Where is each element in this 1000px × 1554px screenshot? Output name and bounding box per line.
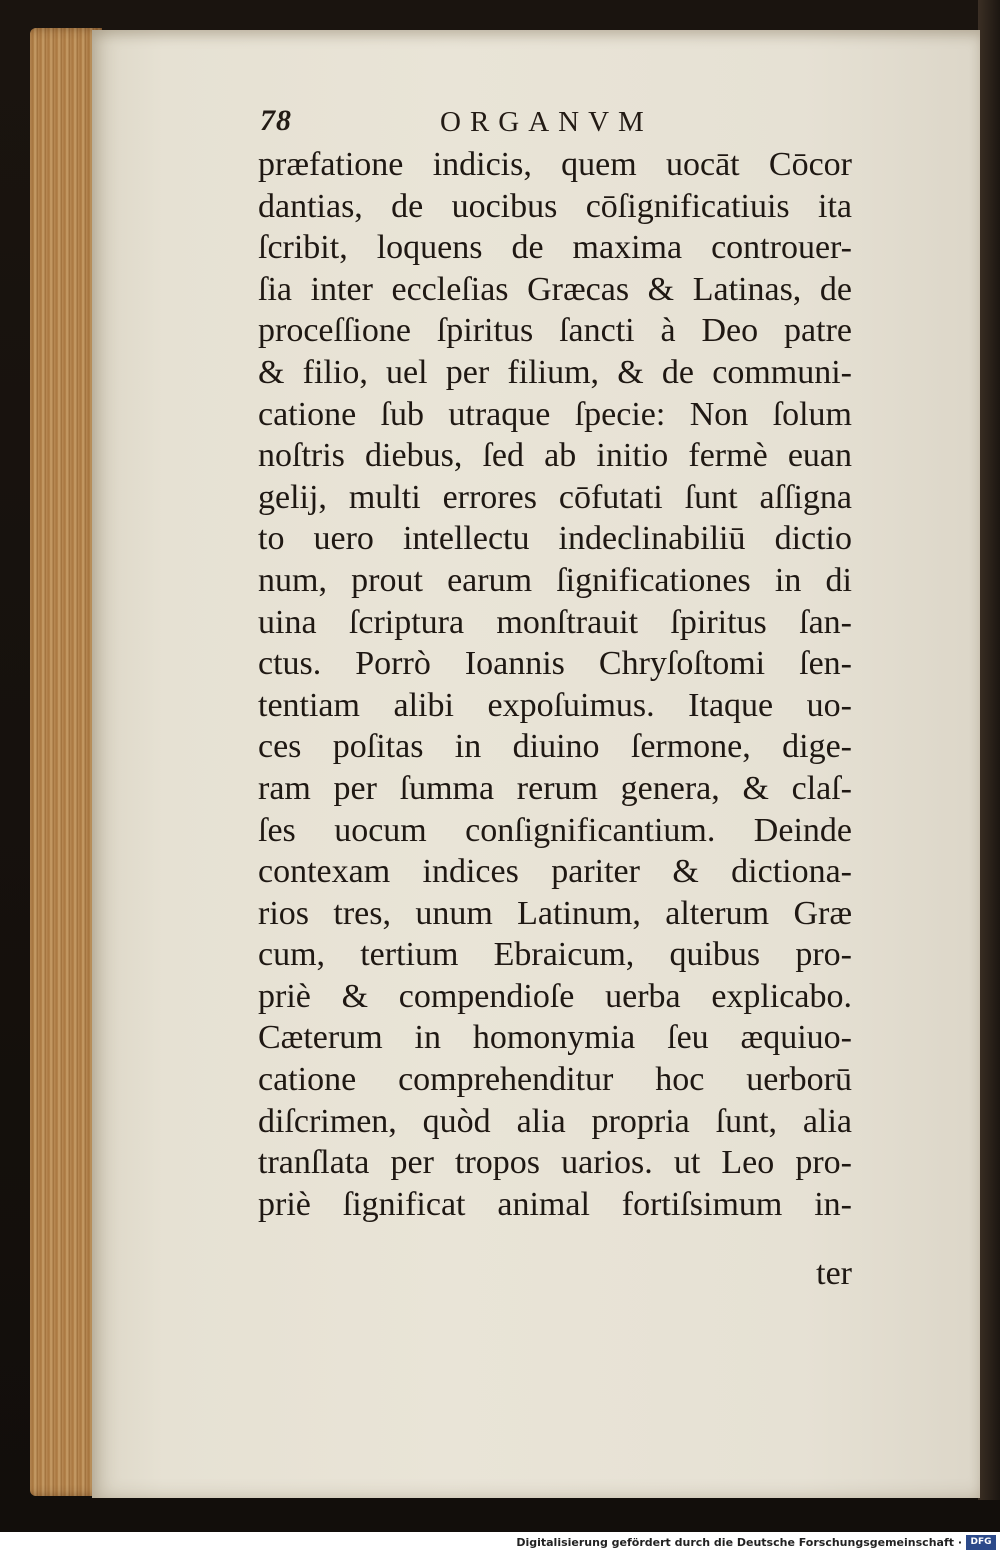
body-text — [258, 144, 852, 1225]
page-header — [260, 104, 850, 140]
text-line: dantias, de uocibus cōſignificatiuis ita — [258, 187, 852, 225]
page-number: 78 — [260, 104, 292, 137]
text-line: priè & compendioſe uerba explicabo. — [258, 977, 852, 1015]
running-title: ORGANVM — [440, 106, 653, 138]
text-line: uina ſcriptura monſtrauit ſpiritus ſan- — [258, 603, 852, 641]
text-line: & filio, uel per filium, & de communi- — [258, 353, 852, 391]
text-line: priè ſignificat animal fortiſsimum in- — [258, 1185, 852, 1223]
text-line: ces poſitas in diuino ſermone, dige- — [258, 728, 852, 766]
text-line: num, prout earum ſignificationes in di — [258, 561, 852, 599]
text-line: rios tres, unum Latinum, alterum Græ — [258, 894, 852, 932]
text-line: tentiam alibi expoſuimus. Itaque uo- — [258, 686, 852, 724]
text-line: to uero intellectu indeclinabiliū dictio — [258, 520, 852, 558]
text-line: ſes uocum conſignificantium. Deinde — [258, 811, 852, 849]
text-line: noſtris diebus, ſed ab initio fermè euan — [258, 437, 852, 475]
text-line: proceſſione ſpiritus ſancti à Deo patre — [258, 312, 852, 350]
text-line: ſia inter eccleſias Græcas & Latinas, de — [258, 270, 852, 308]
text-line: præfatione indicis, quem uocāt Cōcor — [258, 146, 852, 183]
text-line: gelij, multi errores cōfutati ſunt aſſigna — [258, 478, 852, 516]
text-line: contexam indices pariter & dictiona- — [258, 853, 852, 891]
catchword: ter — [816, 1255, 852, 1292]
text-line: catione comprehenditur hoc uerborū — [258, 1061, 852, 1099]
text-line: catione ſub utraque ſpecie: Non ſolum — [258, 395, 852, 433]
dfg-logo: DFG — [966, 1535, 996, 1550]
footer-credit: Digitalisierung gefördert durch die Deutsche Forschungsgemeinschaft · — [516, 1536, 962, 1549]
text-line: Cæterum in homonymia ſeu æquiuo- — [258, 1019, 852, 1057]
text-line: diſcrimen, quòd alia propria ſunt, alia — [258, 1102, 852, 1140]
text-line: ſcribit, loquens de maxima controuer- — [258, 229, 852, 267]
text-line: cum, tertium Ebraicum, quibus pro- — [258, 936, 852, 974]
text-line: tranſlata per tropos uarios. ut Leo pro- — [258, 1144, 852, 1182]
text-line: ram per ſumma rerum genera, & claſ- — [258, 769, 852, 807]
digitization-footer — [0, 1532, 1000, 1554]
text-line: ctus. Porrò Ioannis Chryſoſtomi ſen- — [258, 645, 852, 683]
page-edge-shadow — [978, 0, 1000, 1500]
